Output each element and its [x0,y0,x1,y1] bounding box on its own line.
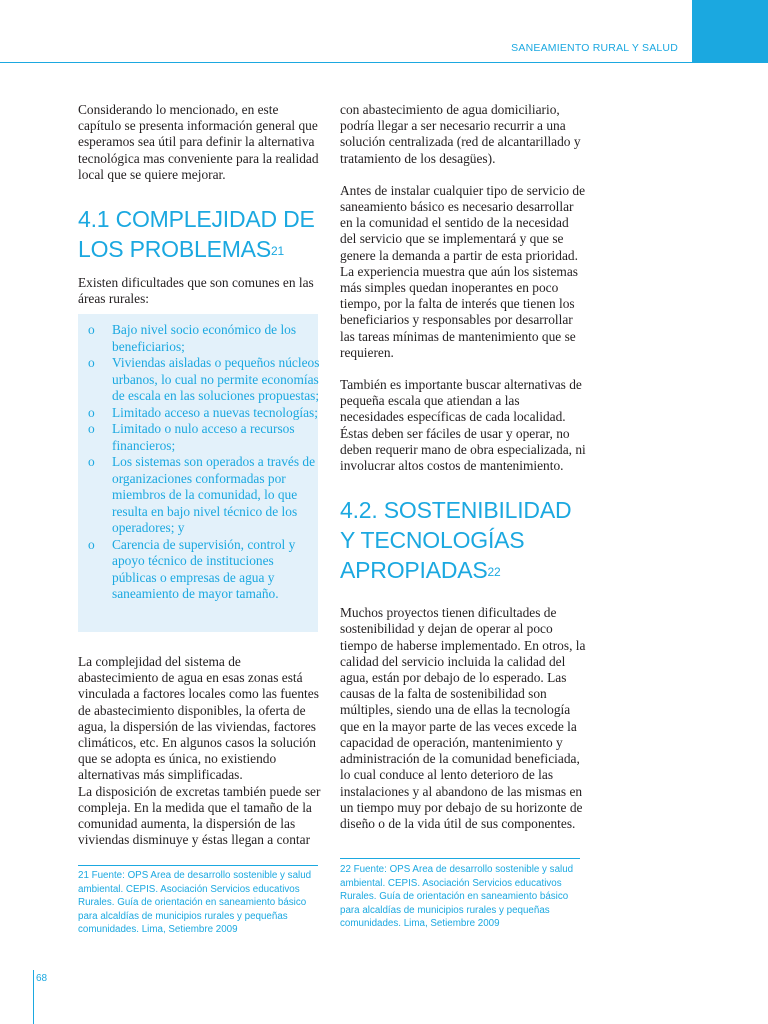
left-column-top [78,102,322,307]
bullet-marker: o [88,322,95,337]
list-item: o Limitado o nulo acceso a recursos financieros; [88,421,295,453]
bullet-marker: o [88,355,95,370]
lead-paragraph: Existen dificultades que son comunes en las áreas rurales: [78,275,314,307]
continued-paragraph: con abastecimiento de agua domiciliario, podría llegar a ser necesario recurrir a una solución centralizada (red de alcantarillado y tratamiento de los desagües). [340,102,581,166]
heading-text: 4.1 COMPLEJIDAD DE LOS PROBLEMAS [78,206,315,263]
section-heading-4-1 [78,204,318,264]
intro-paragraph: Considerando lo mencionado, en este capítulo se presenta información general que esperamos sea útil para definir la alternativa tecnológica mas conveniente para la realidad local que se quiere mejorar. [78,102,319,182]
footnote-ref-22: 22 [487,565,501,580]
left-column-bottom [78,654,322,848]
bullet-marker: o [88,454,95,469]
list-item: o Bajo nivel socio económico de los beneficiarios; [88,322,297,354]
footnote-22: 22 Fuente: OPS Area de desarrollo sostenible y salud ambiental. CEPIS. Asociación Servicios educativos Rurales. Guía de orientación en saneamiento básico para alcaldías de municipios rurales y pequeñas comunidades. Lima, Setiembre 2009 [340,864,574,930]
excreta-paragraph: La disposición de excretas también puede ser compleja. En la medida que el tamaño de la comunidad aumenta, la dispersión de las viviendas disminuye y éstas llegan a contar [78,783,321,848]
footnote-rule [78,865,318,866]
sustainability-paragraph: Muchos proyectos tienen dificultades de sostenibilidad y dejan de operar al poco tiempo de haberse implementado. En otros, la calidad del servicio incluida la calidad del agua, están por debajo de lo esperado. Las causas de la falta de sostenibilidad son múltiples, siendo una de ellas la tecnología que en la mayor parte de las veces excede la capacidad de operación, mantenimiento y administración de la comunidad beneficiada, lo cual conduce al lento deterioro de las instalaciones y al abandono de las mismas en un tiempo muy por debajo de su horizonte de diseño o de la vida útil de sus componentes. [340,605,586,831]
demand-paragraph: Antes de instalar cualquier tipo de servicio de saneamiento básico es necesario desarrollar en la comunidad el sentido de la necesidad del servicio que se implementará y que se genere la demanda a partir de esta prioridad. La experiencia muestra que aún los sistemas más simples quedan inoperantes en poco tiempo, por la falta de interés que tienen los beneficiarios y responsables por desarrollar las tareas mínimas de mantenimiento que se requieren. [340,182,586,360]
footnote-ref-21: 21 [270,244,284,259]
running-header: SANEAMIENTO RURAL Y SALUD [511,42,678,54]
difficulties-list [88,322,320,603]
list-item: o Limitado acceso a nuevas tecnologías; [88,404,318,420]
header-rule [0,62,768,63]
heading-text: 4.2. SOSTENIBILIDAD Y TECNOLOGÍAS APROPIADAS [340,497,572,584]
footnote-21: 21 Fuente: OPS Area de desarrollo sostenible y salud ambiental. CEPIS. Asociación Servicios educativos Rurales. Guía de orientación en saneamiento básico para alcaldías de municipios rurales y pequeñas comunidades. Lima, Setiembre 2009 [78,870,312,936]
right-column [340,102,586,832]
complexity-paragraph: La complejidad del sistema de abastecimiento de agua en esas zonas está vinculada a factores locales como las fuentes de abastecimiento disponibles, la oferta de agua, la dispersión de las viviendas, factores climáticos, etc. En algunos casos la solución que se adopta es única, no existiendo alternativas más simplificadas. [78,654,319,783]
page-number-rule [33,970,34,1024]
small-scale-paragraph: También es importante buscar alternativas de pequeña escala que atiendan a las necesidades específicas de cada localidad. Éstas deben ser fáciles de usar y operar, no deben requerir mano de obra especializada, ni involucrar altos costos de mantenimiento. [340,377,586,474]
page-number: 68 [36,973,48,984]
bullet-marker: o [88,404,95,420]
footnote-rule [340,858,580,859]
bullet-marker: o [88,421,95,436]
list-item: o Carencia de supervisión, control y apoyo técnico de instituciones públicas o empresas de agua y saneamiento de mayor tamaño. [88,536,296,601]
section-heading-4-2 [340,495,580,585]
list-item: o Viviendas aisladas o pequeños núcleos urbanos, lo cual no permite economías de escala en las soluciones propuestas; [88,355,320,403]
list-item: o Los sistemas son operados a través de organizaciones conformadas por miembros de la comunidad, lo que resulta en bajo nivel técnico de los operadores; y [88,454,316,535]
bullet-marker: o [88,536,95,552]
header-accent-block [692,0,768,62]
